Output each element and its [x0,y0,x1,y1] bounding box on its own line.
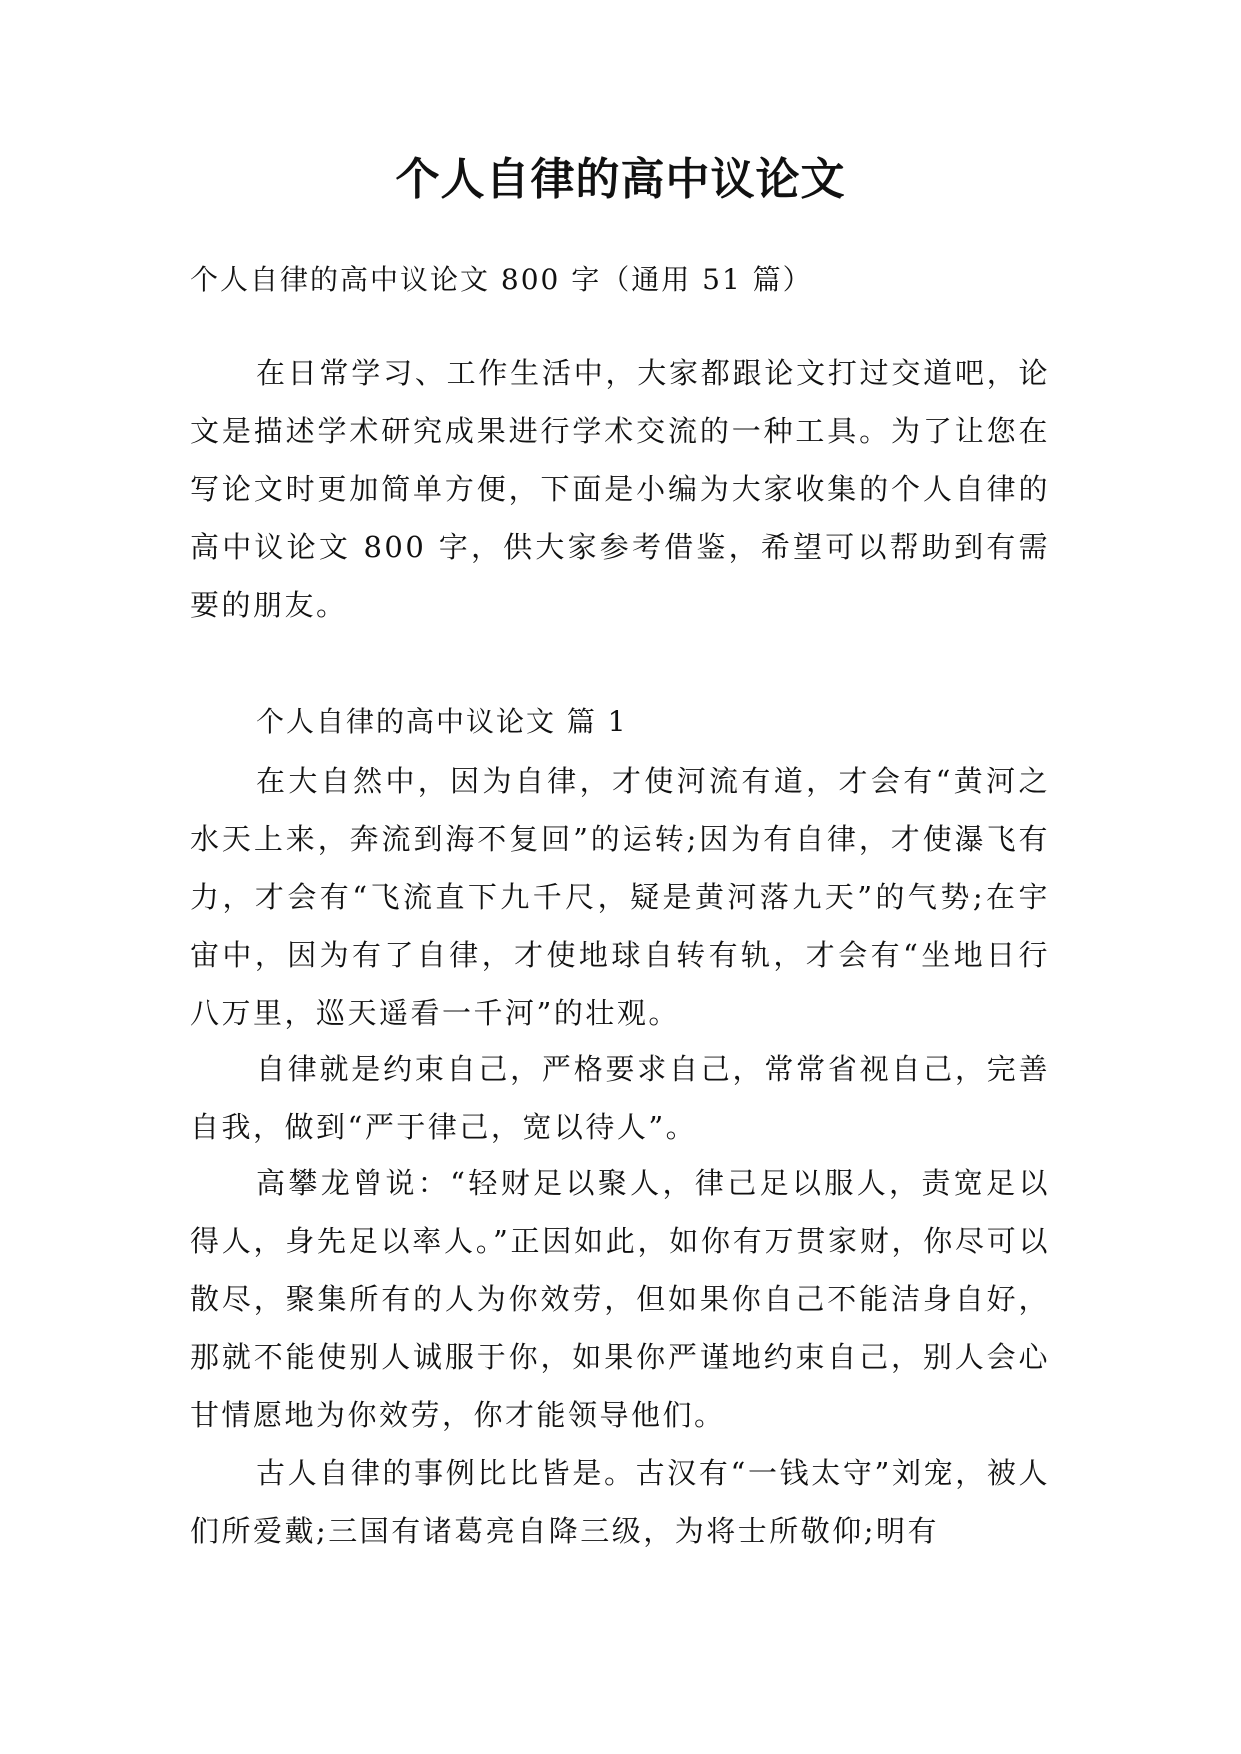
section-heading: 个人自律的高中议论文 篇 1 [256,705,628,738]
intro-paragraph: 在日常学习、工作生活中，大家都跟论文打过交道吧，论文是描述学术研究成果进行学术交流的一种工具。为了让您在写论文时更加简单方便，下面是小编为大家收集的个人自律的高中议论文 800 字，供大家参考借鉴，希望可以帮助到有需要的朋友。 [190,356,1050,622]
body-paragraph: 在大自然中，因为自律，才使河流有道，才会有“黄河之水天上来，奔流到海不复回”的运转;因为有自律，才使瀑飞有力，才会有“飞流直下九千尺，疑是黄河落九天”的气势;在宇宙中，因为有了自律，才使地球自转有轨，才会有“坐地日行八万里，巡天遥看一千河”的壮观。 [190,764,1050,1030]
body-paragraph: 自律就是约束自己，严格要求自己，常常省视自己，完善自我，做到“严于律己，宽以待人”。 [190,1052,1050,1144]
body-paragraph: 古人自律的事例比比皆是。古汉有“一钱太守”刘宠，被人们所爱戴;三国有诸葛亮自降三级，为将士所敬仰;明有 [190,1456,1050,1548]
document-title: 个人自律的高中议论文 [395,154,846,205]
document-subtitle: 个人自律的高中议论文 800 字（通用 51 篇） [190,263,813,296]
body-paragraph: 高攀龙曾说：“轻财足以聚人，律己足以服人，责宽足以得人，身先足以率人。”正因如此，如你有万贯家财，你尽可以散尽，聚集所有的人为你效劳，但如果你自己不能洁身自好，那就不能使别人诚服于你，如果你严谨地约束自己，别人会心甘情愿地为你效劳，你才能领导他们。 [190,1166,1050,1432]
